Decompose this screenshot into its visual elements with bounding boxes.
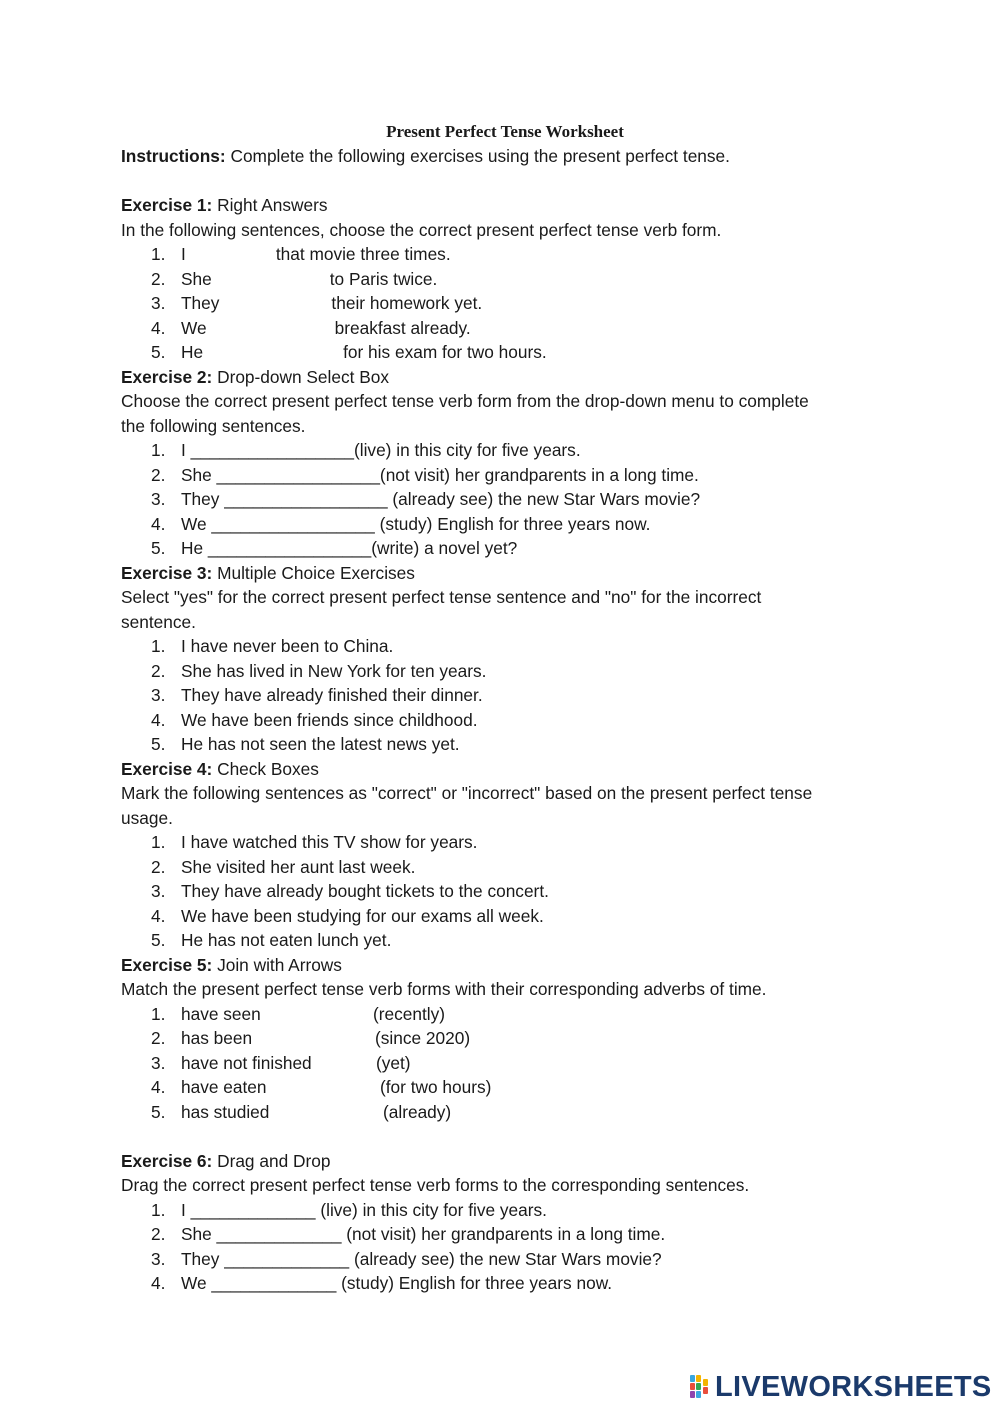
list-item: 5. He for his exam for two hours. bbox=[151, 342, 547, 362]
exercise-1-heading bbox=[121, 193, 881, 218]
verb-form[interactable]: have not finished bbox=[181, 1052, 312, 1073]
exercise-5-name: Join with Arrows bbox=[212, 954, 342, 975]
logo-text: LIVEWORKSHEETS bbox=[715, 1370, 992, 1403]
exercise-5-list bbox=[121, 1002, 881, 1125]
list-item: 4. have eaten (for two hours) bbox=[121, 1075, 881, 1100]
exercise-2-description-cont: the following sentences. bbox=[121, 415, 306, 436]
verb-form[interactable]: has studied bbox=[181, 1101, 270, 1122]
exercise-2-description: Choose the correct present perfect tense verb form from the drop-down menu to complete bbox=[121, 391, 809, 411]
exercise-1-label: Exercise 1: bbox=[121, 195, 213, 215]
instructions bbox=[121, 144, 881, 169]
instructions-label: Instructions: bbox=[121, 146, 226, 166]
list-item: 4. We _________________ (study) English for three years now. bbox=[151, 513, 651, 534]
list-item: 2. has been (since 2020) bbox=[121, 1026, 881, 1051]
exercise-3-list bbox=[121, 634, 881, 757]
exercise-4-heading bbox=[121, 757, 881, 782]
exercise-3-description: Select "yes" for the correct present perfect tense sentence and "no" for the incorrect bbox=[121, 587, 762, 607]
list-item: 1. I have never been to China. bbox=[151, 636, 394, 656]
list-item: 3. They _____________ (already see) the new Star Wars movie? bbox=[151, 1248, 662, 1269]
list-item: 5. He has not eaten lunch yet. bbox=[151, 930, 392, 950]
exercise-2-heading bbox=[121, 365, 881, 390]
list-item: 1. I that movie three times. bbox=[151, 244, 451, 264]
adverb[interactable]: (since 2020) bbox=[375, 1028, 471, 1048]
list-item: 2. She _____________ (not visit) her grandparents in a long time. bbox=[151, 1224, 666, 1244]
adverb[interactable]: (already) bbox=[383, 1101, 452, 1122]
exercise-6-description: Drag the correct present perfect tense verb forms to the corresponding sentences. bbox=[121, 1175, 750, 1195]
list-item: 2. She visited her aunt last week. bbox=[151, 856, 416, 877]
list-item: 3. have not finished (yet) bbox=[121, 1051, 881, 1076]
list-item: 4. We breakfast already. bbox=[151, 317, 471, 338]
list-item: 2. She has lived in New York for ten years. bbox=[151, 660, 487, 681]
instructions-text: Complete the following exercises using the present perfect tense. bbox=[225, 146, 730, 166]
exercise-3-heading bbox=[121, 561, 881, 586]
exercise-3-label: Exercise 3: bbox=[121, 562, 213, 583]
adverb[interactable]: (for two hours) bbox=[380, 1077, 492, 1097]
verb-form[interactable]: has been bbox=[181, 1028, 253, 1048]
exercise-4-description-cont: usage. bbox=[121, 807, 173, 828]
exercise-1-name: Right Answers bbox=[212, 195, 328, 215]
exercise-4-list bbox=[121, 830, 881, 953]
exercise-1-list bbox=[121, 242, 881, 365]
list-item: 3. They their homework yet. bbox=[151, 293, 483, 313]
list-item: 1. I _____________ (live) in this city for five years. bbox=[151, 1199, 547, 1220]
list-item: 3. They have already bought tickets to the concert. bbox=[151, 881, 549, 901]
exercise-5-description: Match the present perfect tense verb forms with their corresponding adverbs of time. bbox=[121, 979, 767, 999]
adverb[interactable]: (yet) bbox=[376, 1052, 411, 1073]
list-item: 1. I have watched this TV show for years. bbox=[151, 832, 478, 852]
page-title: Present Perfect Tense Worksheet bbox=[386, 122, 624, 141]
list-item: 4. We _____________ (study) English for three years now. bbox=[151, 1273, 613, 1293]
exercise-6-heading bbox=[121, 1149, 881, 1174]
list-item: 2. She to Paris twice. bbox=[151, 268, 438, 289]
exercise-2-label: Exercise 2: bbox=[121, 366, 213, 387]
exercise-5-label: Exercise 5: bbox=[121, 954, 213, 975]
exercise-4-label: Exercise 4: bbox=[121, 758, 213, 779]
exercise-2-list bbox=[121, 438, 881, 561]
exercise-5-heading bbox=[121, 953, 881, 978]
list-item: 1. have seen (recently) bbox=[121, 1002, 881, 1027]
exercise-6-label: Exercise 6: bbox=[121, 1150, 213, 1171]
list-item: 4. We have been studying for our exams all week. bbox=[151, 905, 544, 926]
list-item: 1. I _________________(live) in this city for five years. bbox=[151, 440, 581, 460]
worksheet-page bbox=[121, 120, 881, 1296]
list-item: 5. He _________________(write) a novel yet? bbox=[151, 538, 518, 558]
list-item: 5. He has not seen the latest news yet. bbox=[151, 734, 460, 754]
list-item: 4. We have been friends since childhood. bbox=[151, 709, 478, 730]
liveworksheets-logo bbox=[690, 1372, 992, 1402]
list-item: 2. She _________________(not visit) her grandparents in a long time. bbox=[151, 464, 699, 485]
adverb[interactable]: (recently) bbox=[373, 1003, 446, 1024]
exercise-6-list bbox=[121, 1198, 881, 1296]
list-item: 3. They _________________ (already see) the new Star Wars movie? bbox=[151, 489, 701, 509]
exercise-4-name: Check Boxes bbox=[212, 758, 319, 779]
verb-form[interactable]: have eaten bbox=[181, 1077, 267, 1097]
list-item: 5. has studied (already) bbox=[121, 1100, 881, 1125]
exercise-1-description: In the following sentences, choose the correct present perfect tense verb form. bbox=[121, 219, 722, 240]
verb-form[interactable]: have seen bbox=[181, 1003, 261, 1024]
exercise-3-description-cont: sentence. bbox=[121, 611, 196, 632]
exercise-3-name: Multiple Choice Exercises bbox=[212, 562, 415, 583]
blocks-icon bbox=[690, 1375, 712, 1399]
list-item: 3. They have already finished their dinner. bbox=[151, 685, 483, 705]
exercise-2-name: Drop-down Select Box bbox=[212, 366, 390, 387]
exercise-6-name: Drag and Drop bbox=[212, 1150, 331, 1171]
exercise-4-description: Mark the following sentences as "correct" or "incorrect" based on the present perfect tense bbox=[121, 783, 813, 803]
